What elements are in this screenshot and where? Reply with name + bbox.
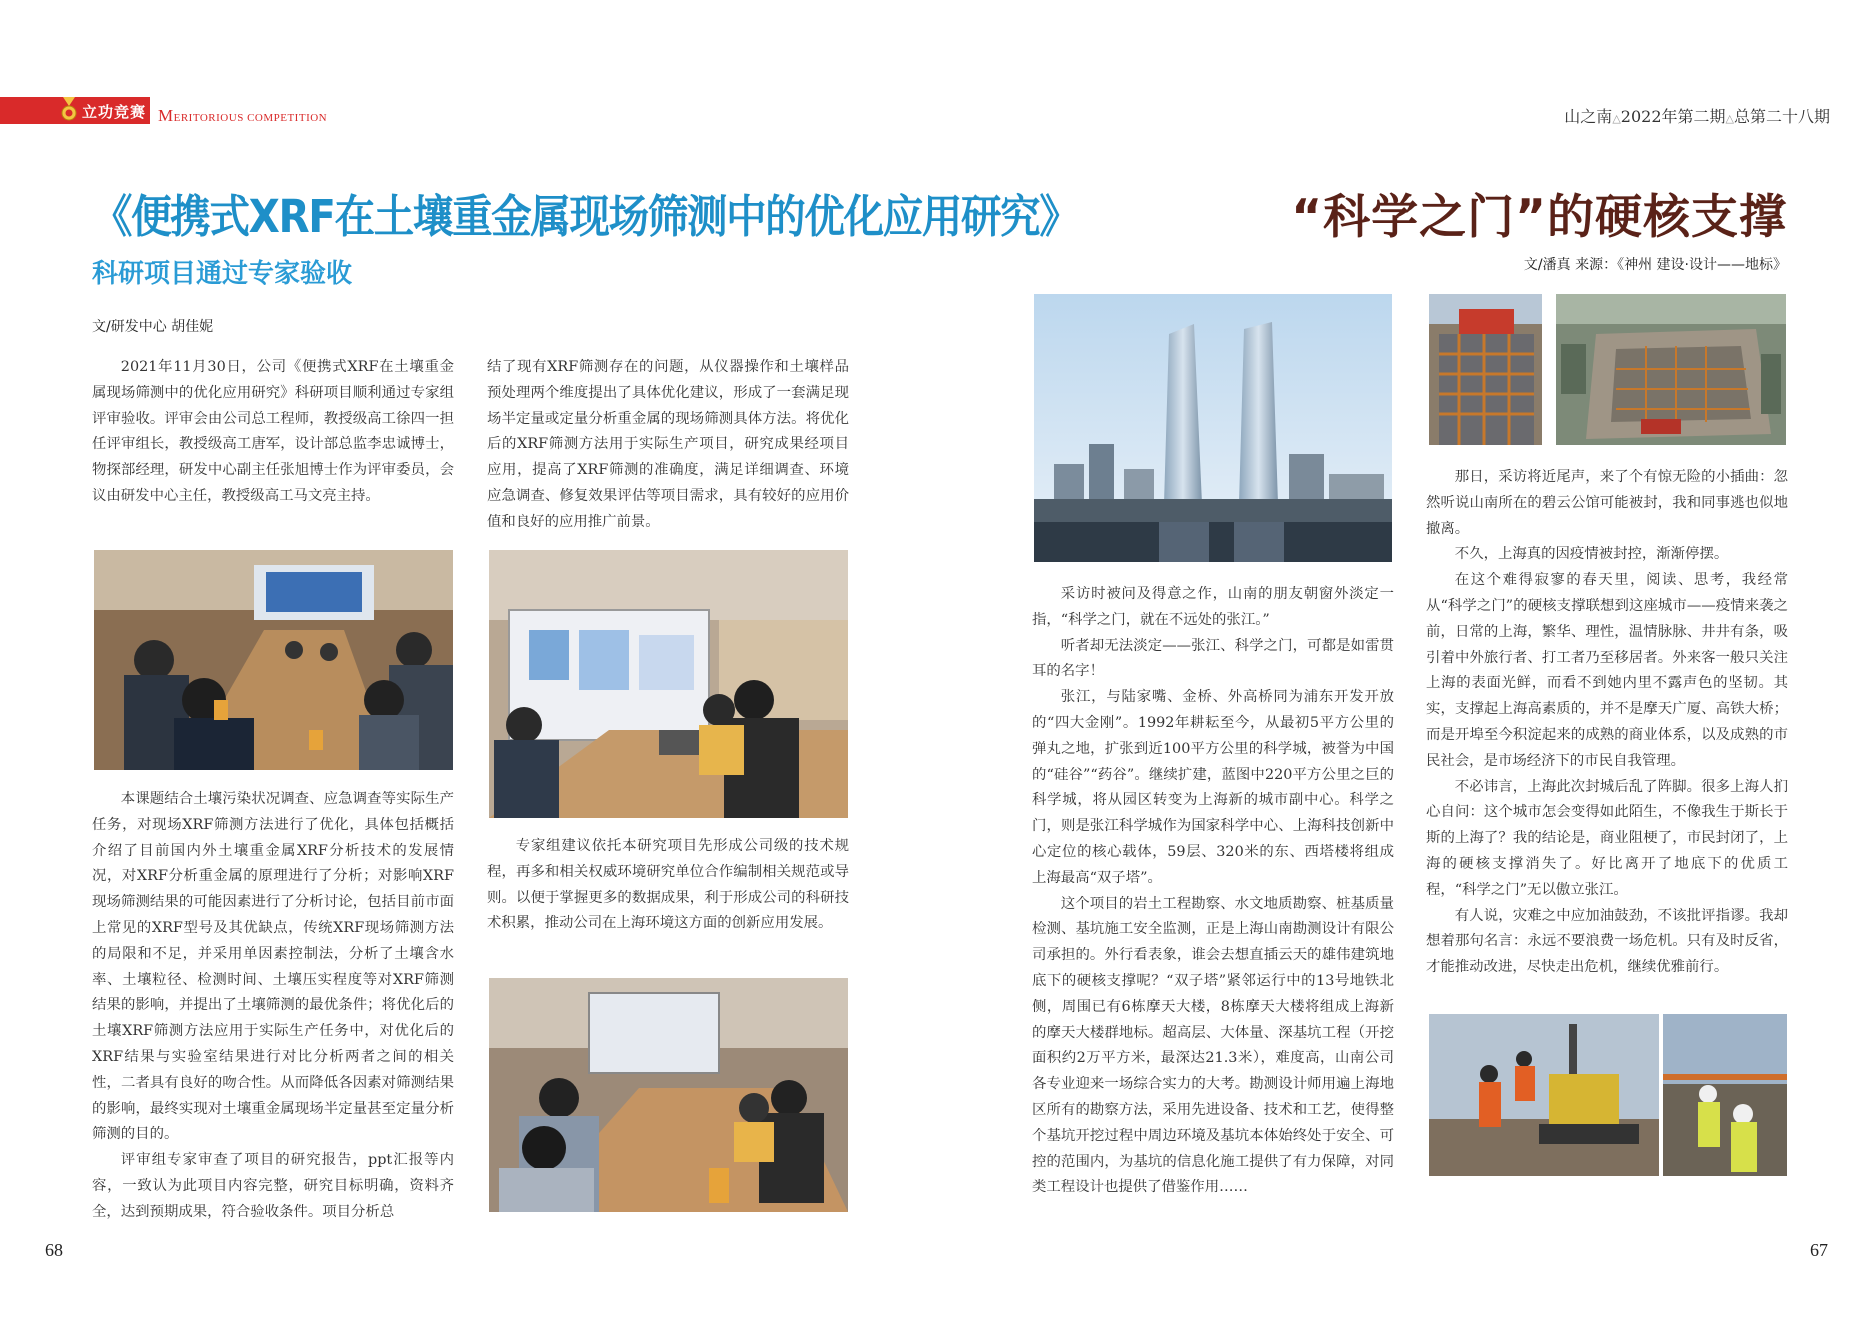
section-label-en: MERITORIOUS COMPETITION: [158, 106, 328, 125]
left-article-byline: 文/研发中心 胡佳妮: [92, 319, 214, 335]
right-article-byline: 文/潘真 来源：《神州 建设·设计——地标》: [1523, 257, 1787, 273]
meeting-photo-2: [489, 550, 848, 818]
medal-icon: [60, 97, 78, 124]
right-article-title: “科学之门”的硬核支撑: [1291, 190, 1787, 245]
left-col1-top-text: 2021年11月30日，公司《便携式XRF在土壤重金属现场筛测中的优化应用研究》科研项目顺利通过专家组评审验收。评审会由公司总工程师，教授级高工徐四一担任评审组长，教授级高工唐军，设计部总监李忠诚博士，物探部经理，研发中心副主任张旭博士作为评审委员，会议由研发中心主任，教授级高工马文亮主持。: [92, 359, 454, 504]
right-col3-text: 采访时被问及得意之作，山南的朋友朝窗外淡定一指，“科学之门，就在不远处的张江。” 听者却无法淡定——张江、科学之门，可都是如雷贯耳的名字！ 张江，与陆家嘴、金桥、外高桥同为浦东开发开放的“四大金刚”。1992年耕耘至今，从最初5平方公里的弹丸之地，扩张到近100平方公里的科学城，被誉为中国的“硅谷”“药谷”。继续扩建，蓝图中220平方公里之巨的科学城，将从园区转变为上海新的城市副中心。科学之门，则是张江科学城作为国家科学中心、上海科技创新中心定位的核心载体，59层、320米的东、西塔楼将组成上海最高“双子塔”。 这个项目的岩土工程勘察、水文地质勘察、桩基质量检测、基坑施工安全监测，正是上海山南勘测设计有限公司承担的。外行看表象，谁会去想直插云天的雄伟建筑地底下的硬核支撑呢？“双子塔”紧邻运行中的13号地铁北侧，周围已有6栋摩天大楼，8栋摩天大楼将组成上海新的摩天大楼群地标。超高层、大体量、深基坑工程（开挖面积约2万平方米，最深达21.3米），难度高，山南公司各专业迎来一场综合实力的大考。勘测设计师用遍上海地区所有的勘察方法，采用先进设备、技术和工艺，使得整个基坑开挖过程中周边环境及基坑本体始终处于安全、可控的范围内，为基坑的信息化施工提供了有力保障，对同类工程设计也提供了借鉴作用……: [1032, 586, 1394, 1196]
left-col1-bottom-text: 本课题结合土壤污染状况调查、应急调查等实际生产任务，对现场XRF筛测方法进行了优化，具体包括概括介绍了目前国内外土壤重金属XRF分析技术的发展情况，对XRF分析重金属的原理进行了分析；对影响XRF现场筛测结果的可能因素进行了分析讨论，包括目前市面上常见的XRF型号及其优缺点，传统XRF现场筛测方法的局限和不足，并采用单因素控制法，分析了土壤含水率、土壤粒径、检测时间、土壤压实程度等对XRF筛测结果的影响，并提出了土壤筛测的最优条件；将优化后的土壤XRF筛测方法应用于实际生产任务中，对优化后的XRF结果与实验室结果进行对比分析两者之间的相关性，二者具有良好的吻合性。从而降低各因素对筛测结果的影响，最终实现对土壤重金属现场半定量甚至定量分析筛测的目的。 评审组专家审查了项目的研究报告，ppt汇报等内容，一致认为此项目内容完整，研究目标明确，资料齐全，达到预期成果，符合验收条件。项目分析总: [92, 791, 454, 1220]
construction-photo-1: [1429, 294, 1542, 445]
meeting-photo-1: [94, 550, 453, 770]
twin-towers-photo: [1034, 294, 1392, 562]
construction-aerial-photo: [1556, 294, 1786, 445]
issue-info: 山之南△2022年第二期△总第二十八期: [1564, 107, 1830, 126]
meeting-photo-3: [489, 978, 848, 1212]
left-col2-top-text: 结了现有XRF筛测存在的问题，从仪器操作和土壤样品预处理两个维度提出了具体优化建议，形成了一套满足现场半定量或定量分析重金属的现场筛测具体方法。将优化后的XRF筛测方法用于实际生产项目，研究成果经项目应用，提高了XRF筛测的准确度，满足详细调查、环境应急调查、修复效果评估等项目需求，具有较好的应用价值和良好的应用推广前景。: [487, 359, 849, 530]
page-number-right: 67: [1810, 1240, 1828, 1260]
site-workers-photo: [1663, 1014, 1787, 1176]
left-article-title: 《便携式XRF在土壤重金属现场筛测中的优化应用研究》: [92, 190, 1079, 243]
right-col4-text: 那日，采访将近尾声，来了个有惊无险的小插曲：忽然听说山南所在的碧云公馆可能被封，我和同事逃也似地撤离。 不久，上海真的因疫情被封控，渐渐停摆。 在这个难得寂寥的春天里，阅读、思考，我经常从“科学之门”的硬核支撑联想到这座城市——疫情来袭之前，日常的上海，繁华、理性，温情脉脉、井井有条，吸引着中外旅行者、打工者乃至移居者。外来客一般只关注上海的表面光鲜，而看不到她内里不露声色的坚韧。其实，支撑起上海高素质的，并不是摩天广厦、高铁大桥；而是开埠至今积淀起来的成熟的商业体系，以及成熟的市民社会，是市场经济下的市民自我管理。 不必讳言，上海此次封城后乱了阵脚。很多上海人扪心自问：这个城市怎会变得如此陌生，不像我生于斯长于斯的上海了？我的结论是，商业阻梗了，市民封闭了，上海的硬核支撑消失了。好比离开了地底下的优质工程，“科学之门”无以傲立张江。 有人说，灾难之中应加油鼓劲，不该批评指谬。我却想着那句名言：永远不要浪费一场危机。只有及时反省，才能推动改进，尽快走出危机，继续优雅前行。: [1426, 469, 1788, 976]
page-number-left: 68: [45, 1240, 63, 1260]
drilling-rig-photo: [1429, 1014, 1659, 1176]
left-col2-middle-text: 专家组建议依托本研究项目先形成公司级的技术规程，再多和相关权威环境研究单位合作编制相关规范或导则。以便于掌握更多的数据成果，利于形成公司的科研技术积累，推动公司在上海环境这方面的创新应用发展。: [487, 838, 849, 932]
section-label: 立功竞赛: [82, 103, 147, 121]
left-article-subtitle: 科研项目通过专家验收: [92, 259, 353, 289]
